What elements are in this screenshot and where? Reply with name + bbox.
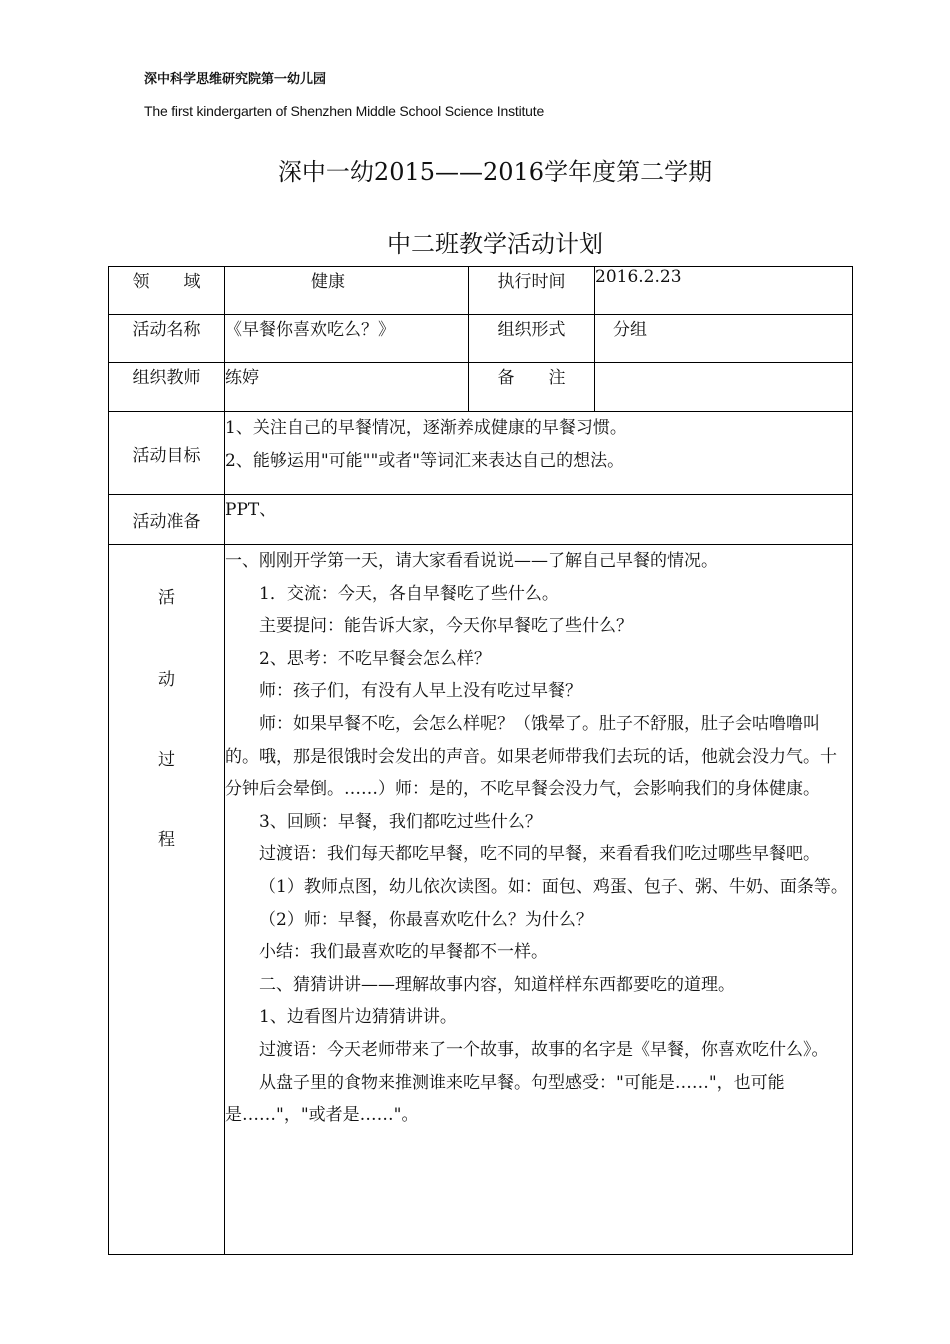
process-label-char: 程 — [158, 830, 175, 850]
process-paragraph: 2、思考：不吃早餐会怎么样？ — [259, 648, 491, 669]
value-teacher: 练婷 — [225, 363, 469, 412]
row-domain-time — [109, 267, 853, 315]
process-paragraph: 过渡语：今天老师带来了一个故事，故事的名字是《早餐，你喜欢吃什么》。 — [259, 1039, 829, 1060]
label-exec-time: 执行时间 — [469, 267, 595, 315]
process-paragraph: （1）教师点图，幼儿依次读图。如：面包、鸡蛋、包子、粥、牛奶、面条等。 — [259, 876, 848, 897]
goals-list — [225, 412, 853, 495]
process-paragraph: 1、边看图片边猜猜讲讲。 — [259, 1007, 457, 1028]
process-paragraph: 主要提问：能告诉大家，今天你早餐吃了些什么？ — [259, 616, 633, 637]
document-title-plan: 中二班教学活动计划 — [387, 230, 603, 258]
label-activity-name: 活动名称 — [109, 315, 225, 363]
row-teacher-note — [109, 363, 853, 412]
value-note — [595, 363, 853, 412]
process-paragraph: （2）师：早餐，你最喜欢吃什么？为什么？ — [259, 909, 593, 930]
process-paragraph: 过渡语：我们每天都吃早餐，吃不同的早餐，来看看我们吃过哪些早餐吧。 — [259, 844, 820, 865]
value-exec-time: 2016.2.23 — [595, 267, 853, 315]
row-name-form — [109, 315, 853, 363]
activity-plan-table — [108, 266, 853, 1255]
process-paragraph: 二、猜猜讲讲——理解故事内容，知道样样东西都要吃的道理。 — [259, 974, 735, 995]
process-paragraph: 一、刚刚开学第一天，请大家看看说说——了解自己早餐的情况。 — [225, 551, 718, 571]
value-prep: PPT、 — [225, 495, 853, 545]
process-label-char: 过 — [158, 750, 175, 770]
value-org-form: 分组 — [595, 315, 853, 363]
process-paragraph: 1．交流：今天，各自早餐吃了些什么。 — [259, 583, 559, 604]
label-note: 备 注 — [469, 363, 595, 412]
process-paragraph: 从盘子里的食物来推测谁来吃早餐。句型感受："可能是……"，也可能是……"，"或者是……"。 — [225, 1072, 785, 1126]
process-content — [225, 545, 853, 1255]
value-domain: 健康 — [225, 267, 469, 315]
process-label-char: 活 — [158, 588, 175, 608]
school-name-en: The first kindergarten of Shenzhen Middle School Science Institute — [144, 103, 545, 119]
document-title-term: 深中一幼2015——2016学年度第二学期 — [277, 158, 713, 186]
process-paragraph: 师：孩子们，有没有人早上没有吃过早餐？ — [259, 681, 582, 702]
process-paragraph: 小结：我们最喜欢吃的早餐都不一样。 — [259, 942, 548, 963]
process-paragraph: 师：如果早餐不吃，会怎么样呢？（饿晕了。肚子不舒服，肚子会咕噜噜叫的。哦，那是很饿时会发出的声音。如果老师带我们去玩的话，他就会没力气。十分钟后会晕倒。……）师：是的，不吃早餐会没力气，会影响我们的身体健康。 — [225, 713, 837, 800]
goal-item: 1、关注自己的早餐情况，逐渐养成健康的早餐习惯。 — [225, 418, 627, 438]
process-paragraph: 3、回顾：早餐，我们都吃过些什么？ — [259, 811, 542, 832]
label-domain: 领 域 — [109, 267, 225, 315]
school-name-cn: 深中科学思维研究院第一幼儿园 — [144, 72, 327, 87]
value-activity-name: 《早餐你喜欢吃么？》 — [225, 315, 469, 363]
goal-item: 2、能够运用"可能""或者"等词汇来表达自己的想法。 — [225, 451, 625, 471]
row-prep — [109, 495, 853, 545]
label-process — [109, 545, 225, 1255]
row-goals — [109, 412, 853, 495]
label-org-form: 组织形式 — [469, 315, 595, 363]
label-goals: 活动目标 — [109, 412, 225, 495]
row-process — [109, 545, 853, 1255]
label-prep: 活动准备 — [109, 495, 225, 545]
label-teacher: 组织教师 — [109, 363, 225, 412]
process-label-char: 动 — [158, 670, 175, 690]
